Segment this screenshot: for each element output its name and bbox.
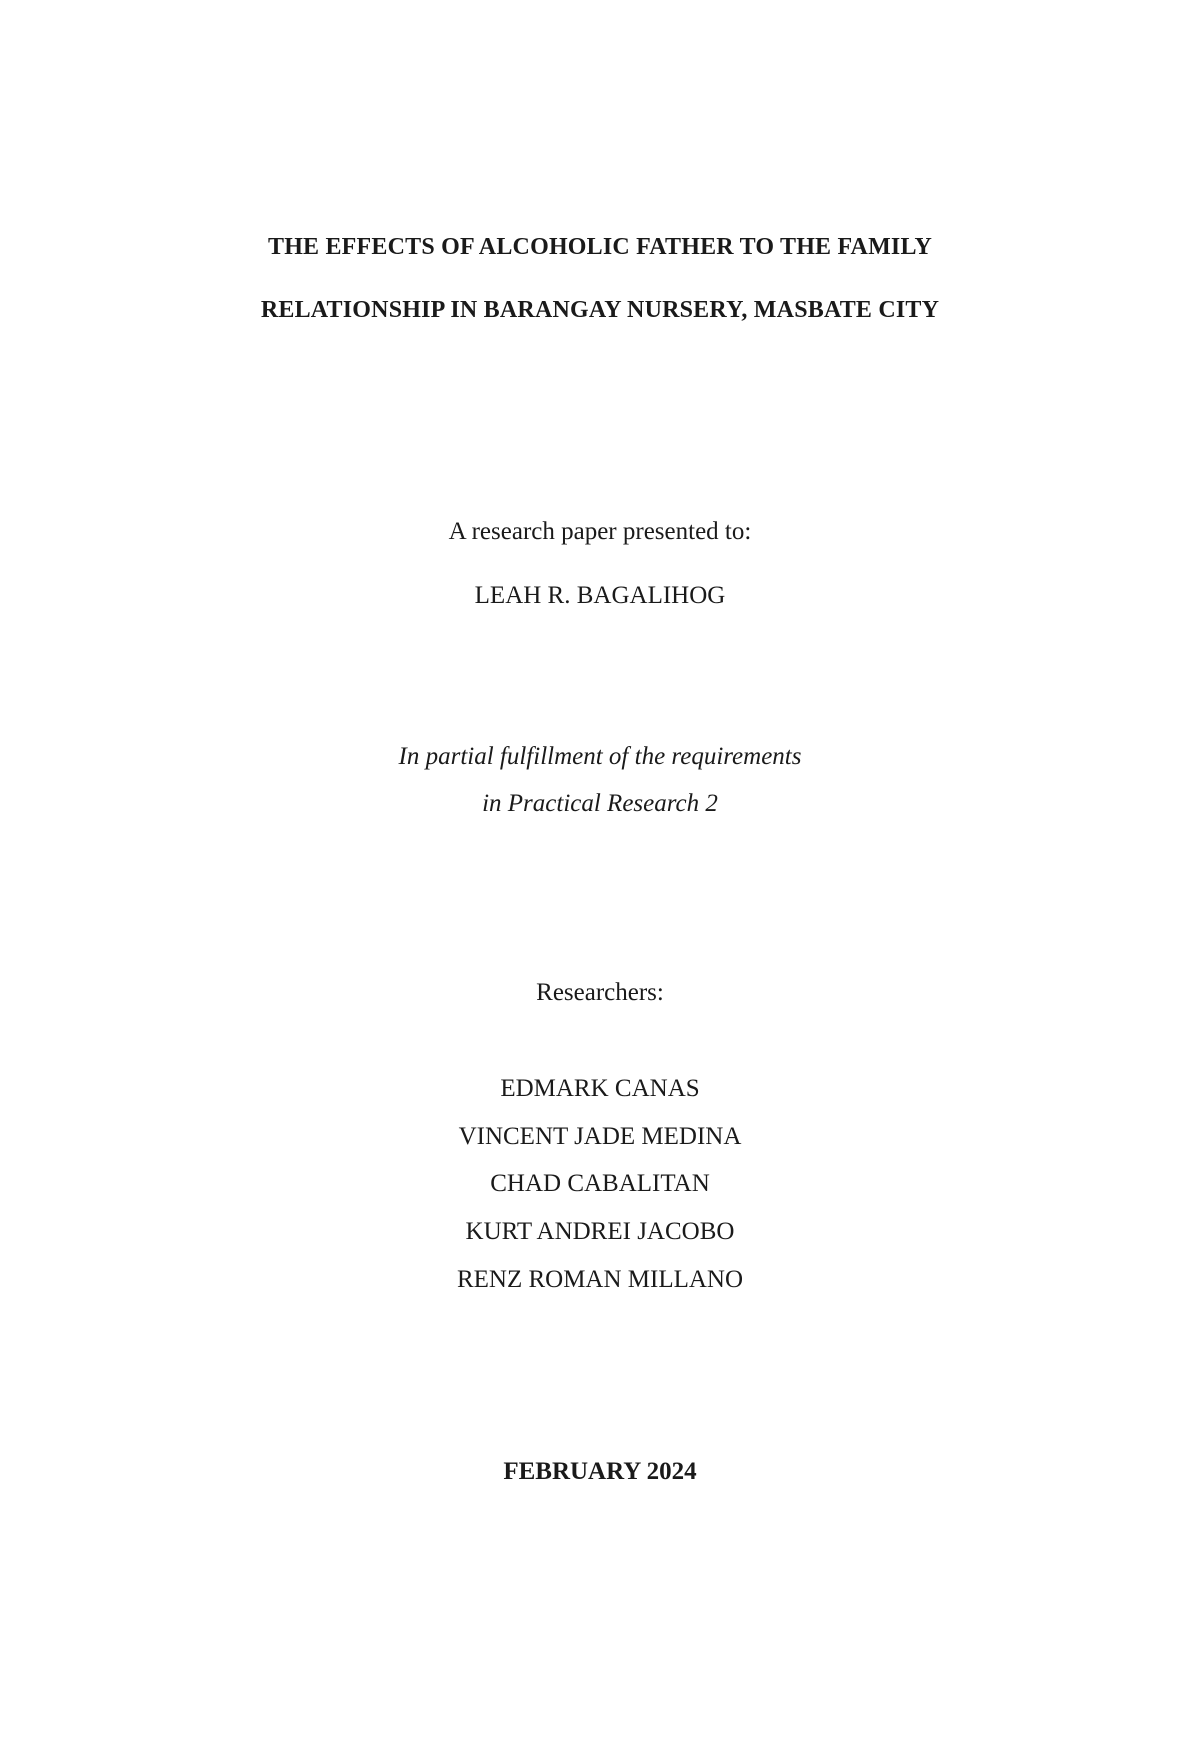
researcher-name: EDMARK CANAS: [500, 1075, 700, 1102]
researcher-name: VINCENT JADE MEDINA: [458, 1123, 742, 1150]
paper-title-line-2: RELATIONSHIP IN BARANGAY NURSERY, MASBATE CITY: [260, 297, 940, 323]
fulfillment-statement-line-1: In partial fulfillment of the requirements: [398, 743, 802, 770]
researchers-label: Researchers:: [536, 979, 664, 1006]
researcher-name: RENZ ROMAN MILLANO: [456, 1266, 744, 1293]
researcher-name: CHAD CABALITAN: [490, 1170, 710, 1197]
adviser-name: LEAH R. BAGALIHOG: [474, 582, 726, 609]
submission-date: FEBRUARY 2024: [503, 1458, 697, 1485]
paper-title-line-1: THE EFFECTS OF ALCOHOLIC FATHER TO THE FAMILY: [267, 234, 933, 260]
presented-to-label: A research paper presented to:: [448, 518, 752, 545]
researcher-name: KURT ANDREI JACOBO: [465, 1218, 735, 1245]
fulfillment-statement-line-2: in Practical Research 2: [482, 790, 718, 817]
